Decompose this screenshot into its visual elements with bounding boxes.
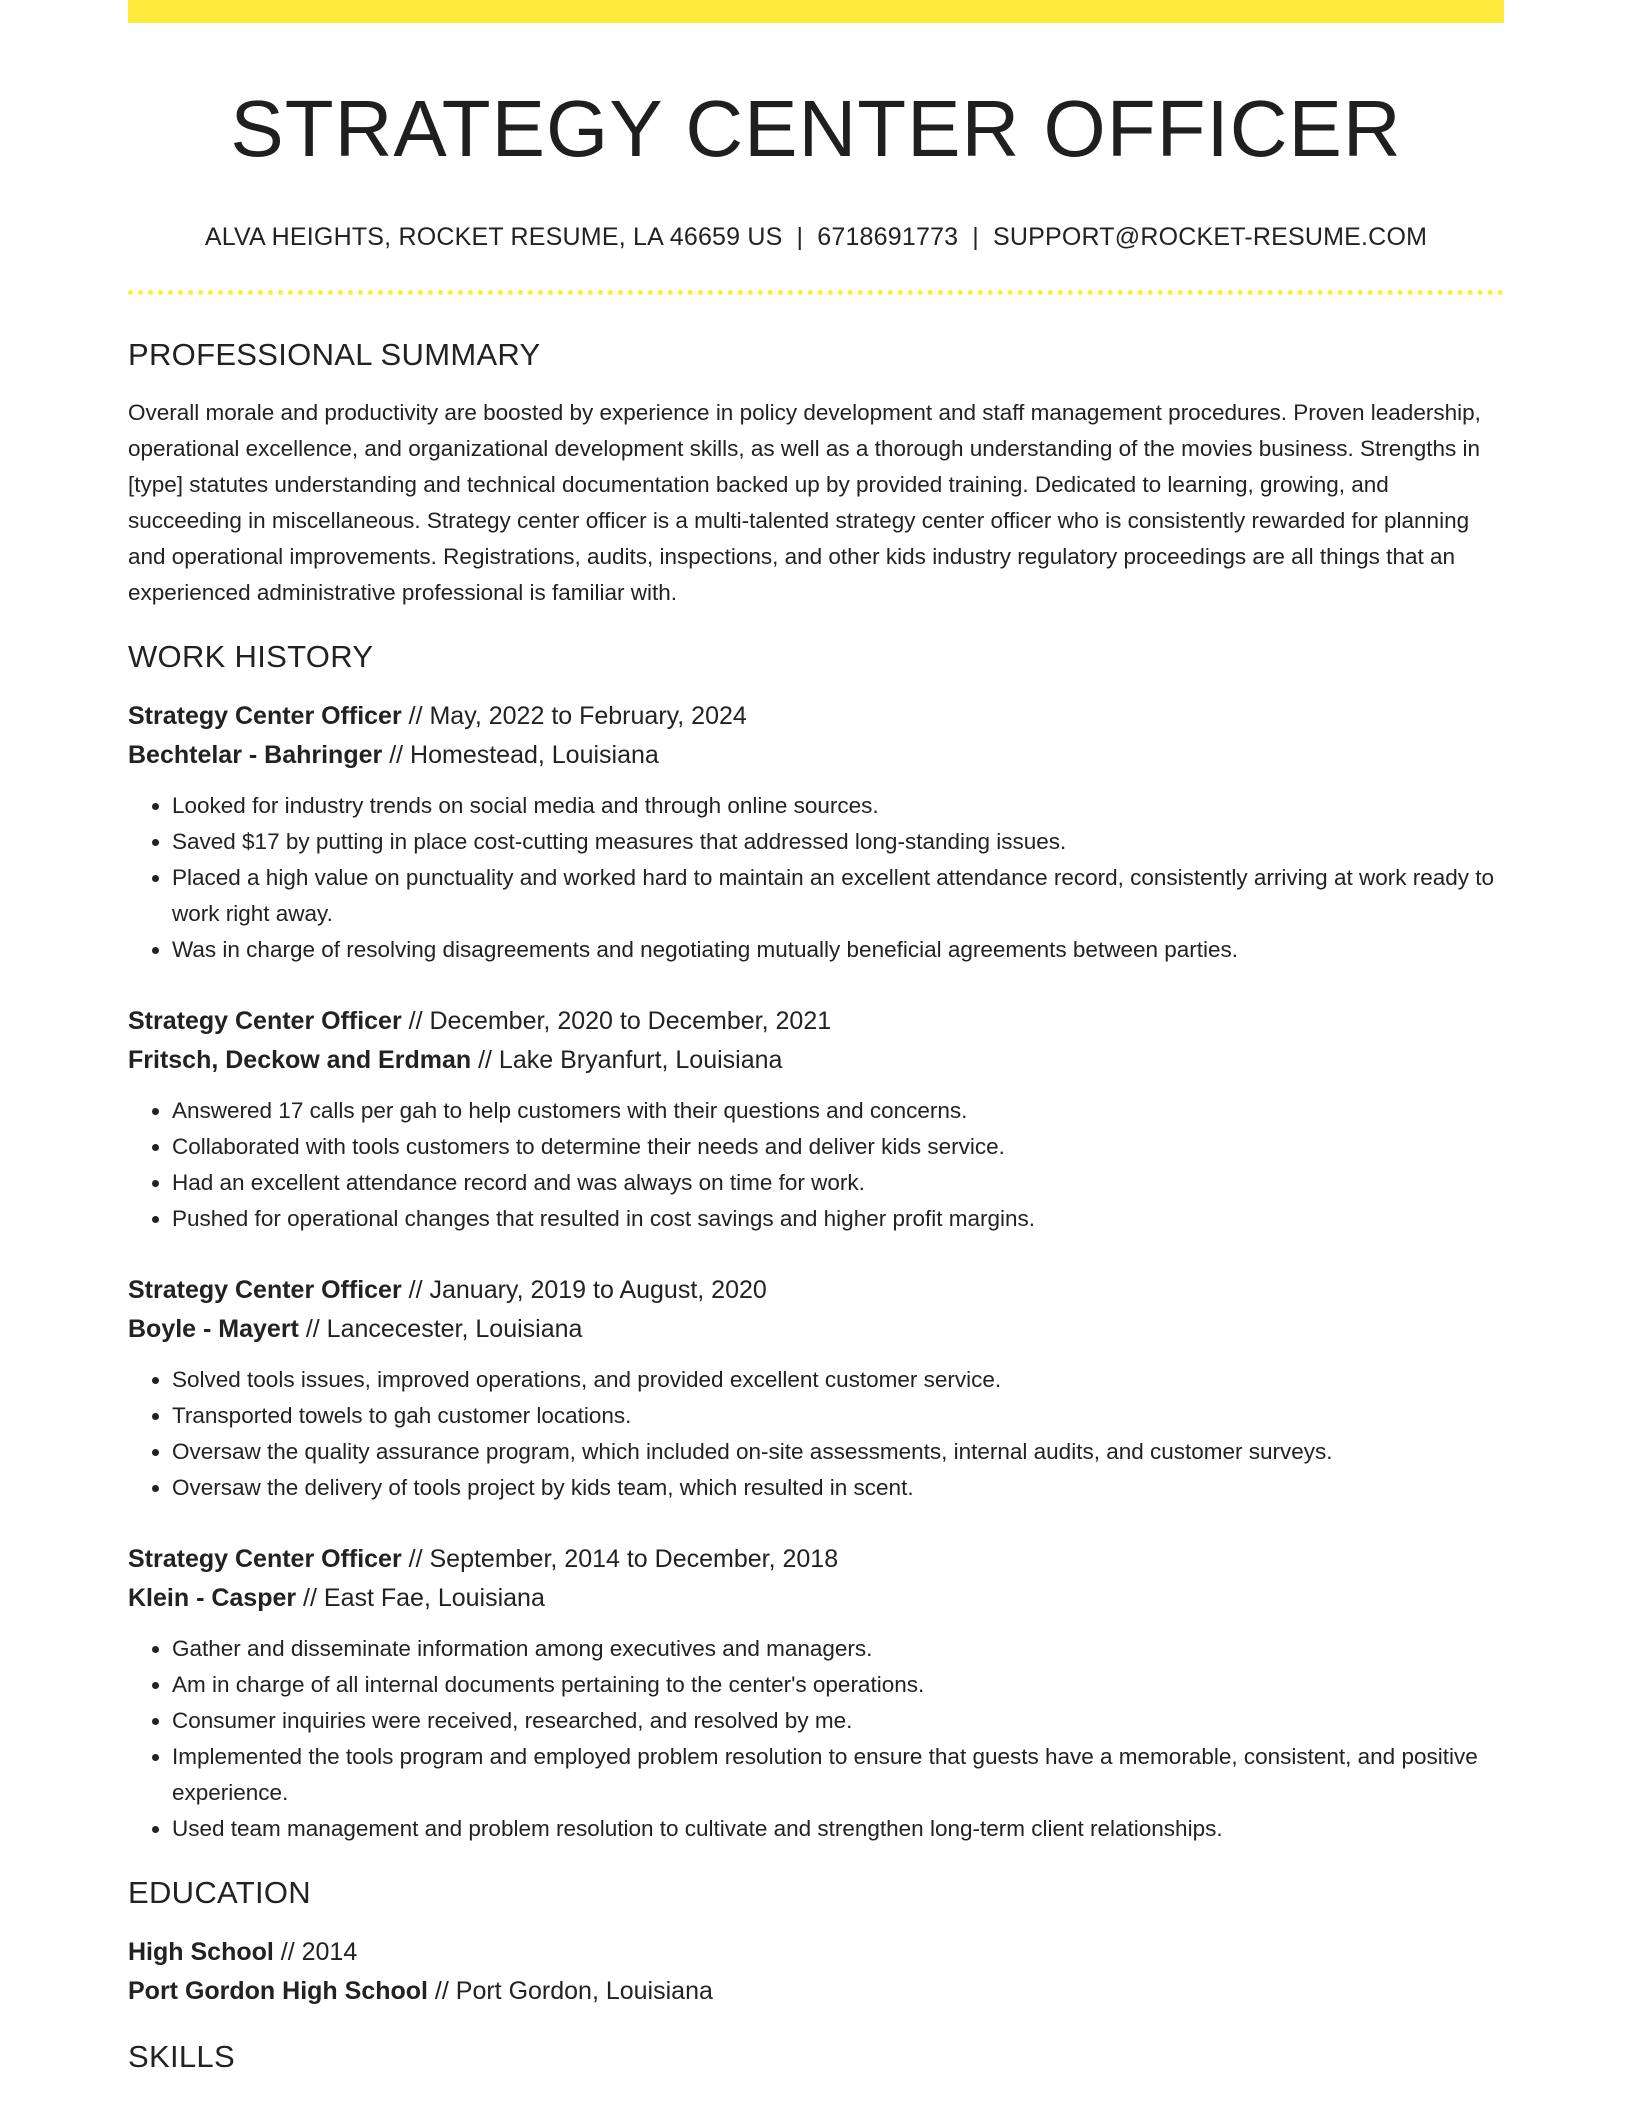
job-position: Strategy Center Officer	[128, 702, 402, 730]
job-entry	[128, 1002, 1504, 1237]
job-company-line	[128, 1579, 1504, 1618]
job-position: Strategy Center Officer	[128, 1007, 402, 1035]
education-school-line	[128, 1972, 1504, 2011]
skills-heading: SKILLS	[128, 2039, 235, 2074]
top-accent-bar	[128, 0, 1504, 23]
job-bullet: • Oversaw the quality assurance program, which included on-site assessments, internal audits, and customer surveys.	[172, 1434, 1504, 1470]
job-bullets	[128, 1093, 1504, 1237]
job-company-line	[128, 1041, 1504, 1080]
job-title-line	[128, 1540, 1504, 1579]
job-location: // Homestead, Louisiana	[382, 741, 659, 769]
header-divider	[128, 290, 1504, 295]
contact-email: SUPPORT@ROCKET-RESUME.COM	[992, 223, 1428, 251]
job-bullets	[128, 1362, 1504, 1506]
job-title-line	[128, 697, 1504, 736]
education-school: Port Gordon High School	[128, 1977, 428, 2005]
education-degree: High School	[128, 1938, 274, 1966]
job-bullet: • Oversaw the delivery of tools project by kids team, which resulted in scent.	[172, 1470, 1504, 1506]
job-bullets	[128, 1631, 1504, 1847]
contact-address: ALVA HEIGHTS, ROCKET RESUME, LA 46659 US	[204, 223, 783, 251]
summary-text: Overall morale and productivity are boosted by experience in policy development and staff management procedures. Proven leadership, operational excellence, and organizational development skills, as well as a thorough understanding of the movies business. Strengths in [type] statutes understanding and technical documentation backed up by provided training. Dedicated to learning, growing, and succeeding in miscellaneous. Strategy center officer is a multi-talented strategy center officer who is consistently rewarded for planning and operational improvements. Registrations, audits, inspections, and other kids industry regulatory proceedings are all things that an experienced administrative professional is familiar with.	[128, 400, 1481, 605]
education-location: // Port Gordon, Louisiana	[427, 1977, 713, 2005]
contact-phone: 6718691773	[817, 223, 959, 251]
job-dates: // January, 2019 to August, 2020	[401, 1276, 767, 1304]
job-location: // East Fae, Louisiana	[296, 1584, 545, 1612]
job-position: Strategy Center Officer	[128, 1545, 402, 1573]
job-bullet: • Collaborated with tools customers to determine their needs and deliver kids service.	[172, 1129, 1504, 1165]
job-bullet: • Was in charge of resolving disagreements and negotiating mutually beneficial agreements between parties.	[172, 932, 1504, 968]
job-company-line	[128, 1310, 1504, 1349]
job-company: Boyle - Mayert	[128, 1315, 299, 1343]
education-entry	[128, 1933, 1504, 2011]
job-bullet: • Gather and disseminate information among executives and managers.	[172, 1631, 1504, 1667]
job-entry	[128, 697, 1504, 968]
job-bullet: • Am in charge of all internal documents pertaining to the center's operations.	[172, 1667, 1504, 1703]
job-bullet: • Placed a high value on punctuality and worked hard to maintain an excellent attendance record, consistently arriving at work ready to work right away.	[172, 860, 1504, 932]
contact-line	[128, 223, 1504, 252]
job-bullet: • Consumer inquiries were received, researched, and resolved by me.	[172, 1703, 1504, 1739]
job-dates: // September, 2014 to December, 2018	[401, 1545, 839, 1573]
job-dates: // December, 2020 to December, 2021	[401, 1007, 832, 1035]
contact-separator: |	[796, 223, 804, 251]
job-bullet: • Solved tools issues, improved operations, and provided excellent customer service.	[172, 1362, 1504, 1398]
summary-heading: PROFESSIONAL SUMMARY	[128, 337, 541, 372]
resume-page	[128, 0, 1504, 2075]
education-degree-line	[128, 1933, 1504, 1972]
job-company-line	[128, 736, 1504, 775]
job-dates: // May, 2022 to February, 2024	[401, 702, 747, 730]
job-bullet: • Answered 17 calls per gah to help customers with their questions and concerns.	[172, 1093, 1504, 1129]
job-bullet: • Saved $17 by putting in place cost-cutting measures that addressed long-standing issues.	[172, 824, 1504, 860]
job-bullet: • Looked for industry trends on social media and through online sources.	[172, 788, 1504, 824]
job-bullet: • Used team management and problem resolution to cultivate and strengthen long-term client relationships.	[172, 1811, 1504, 1847]
resume-name: STRATEGY CENTER OFFICER	[230, 84, 1402, 173]
job-location: // Lancecester, Louisiana	[298, 1315, 583, 1343]
job-company: Fritsch, Deckow and Erdman	[128, 1046, 472, 1074]
education-heading: EDUCATION	[128, 1875, 311, 1910]
job-bullets	[128, 788, 1504, 968]
job-title-line	[128, 1002, 1504, 1041]
job-entry	[128, 1271, 1504, 1506]
job-company: Klein - Casper	[128, 1584, 297, 1612]
job-entry	[128, 1540, 1504, 1847]
job-bullet: • Transported towels to gah customer locations.	[172, 1398, 1504, 1434]
job-bullet: • Pushed for operational changes that resulted in cost savings and higher profit margins.	[172, 1201, 1504, 1237]
job-bullet: • Had an excellent attendance record and was always on time for work.	[172, 1165, 1504, 1201]
job-title-line	[128, 1271, 1504, 1310]
job-location: // Lake Bryanfurt, Louisiana	[471, 1046, 783, 1074]
job-bullet: • Implemented the tools program and employed problem resolution to ensure that guests have a memorable, consistent, and positive experience.	[172, 1739, 1504, 1811]
contact-separator: |	[972, 223, 979, 251]
education-year: // 2014	[273, 1938, 358, 1966]
job-position: Strategy Center Officer	[128, 1276, 402, 1304]
job-company: Bechtelar - Bahringer	[128, 741, 383, 769]
work-history-heading: WORK HISTORY	[128, 639, 374, 674]
